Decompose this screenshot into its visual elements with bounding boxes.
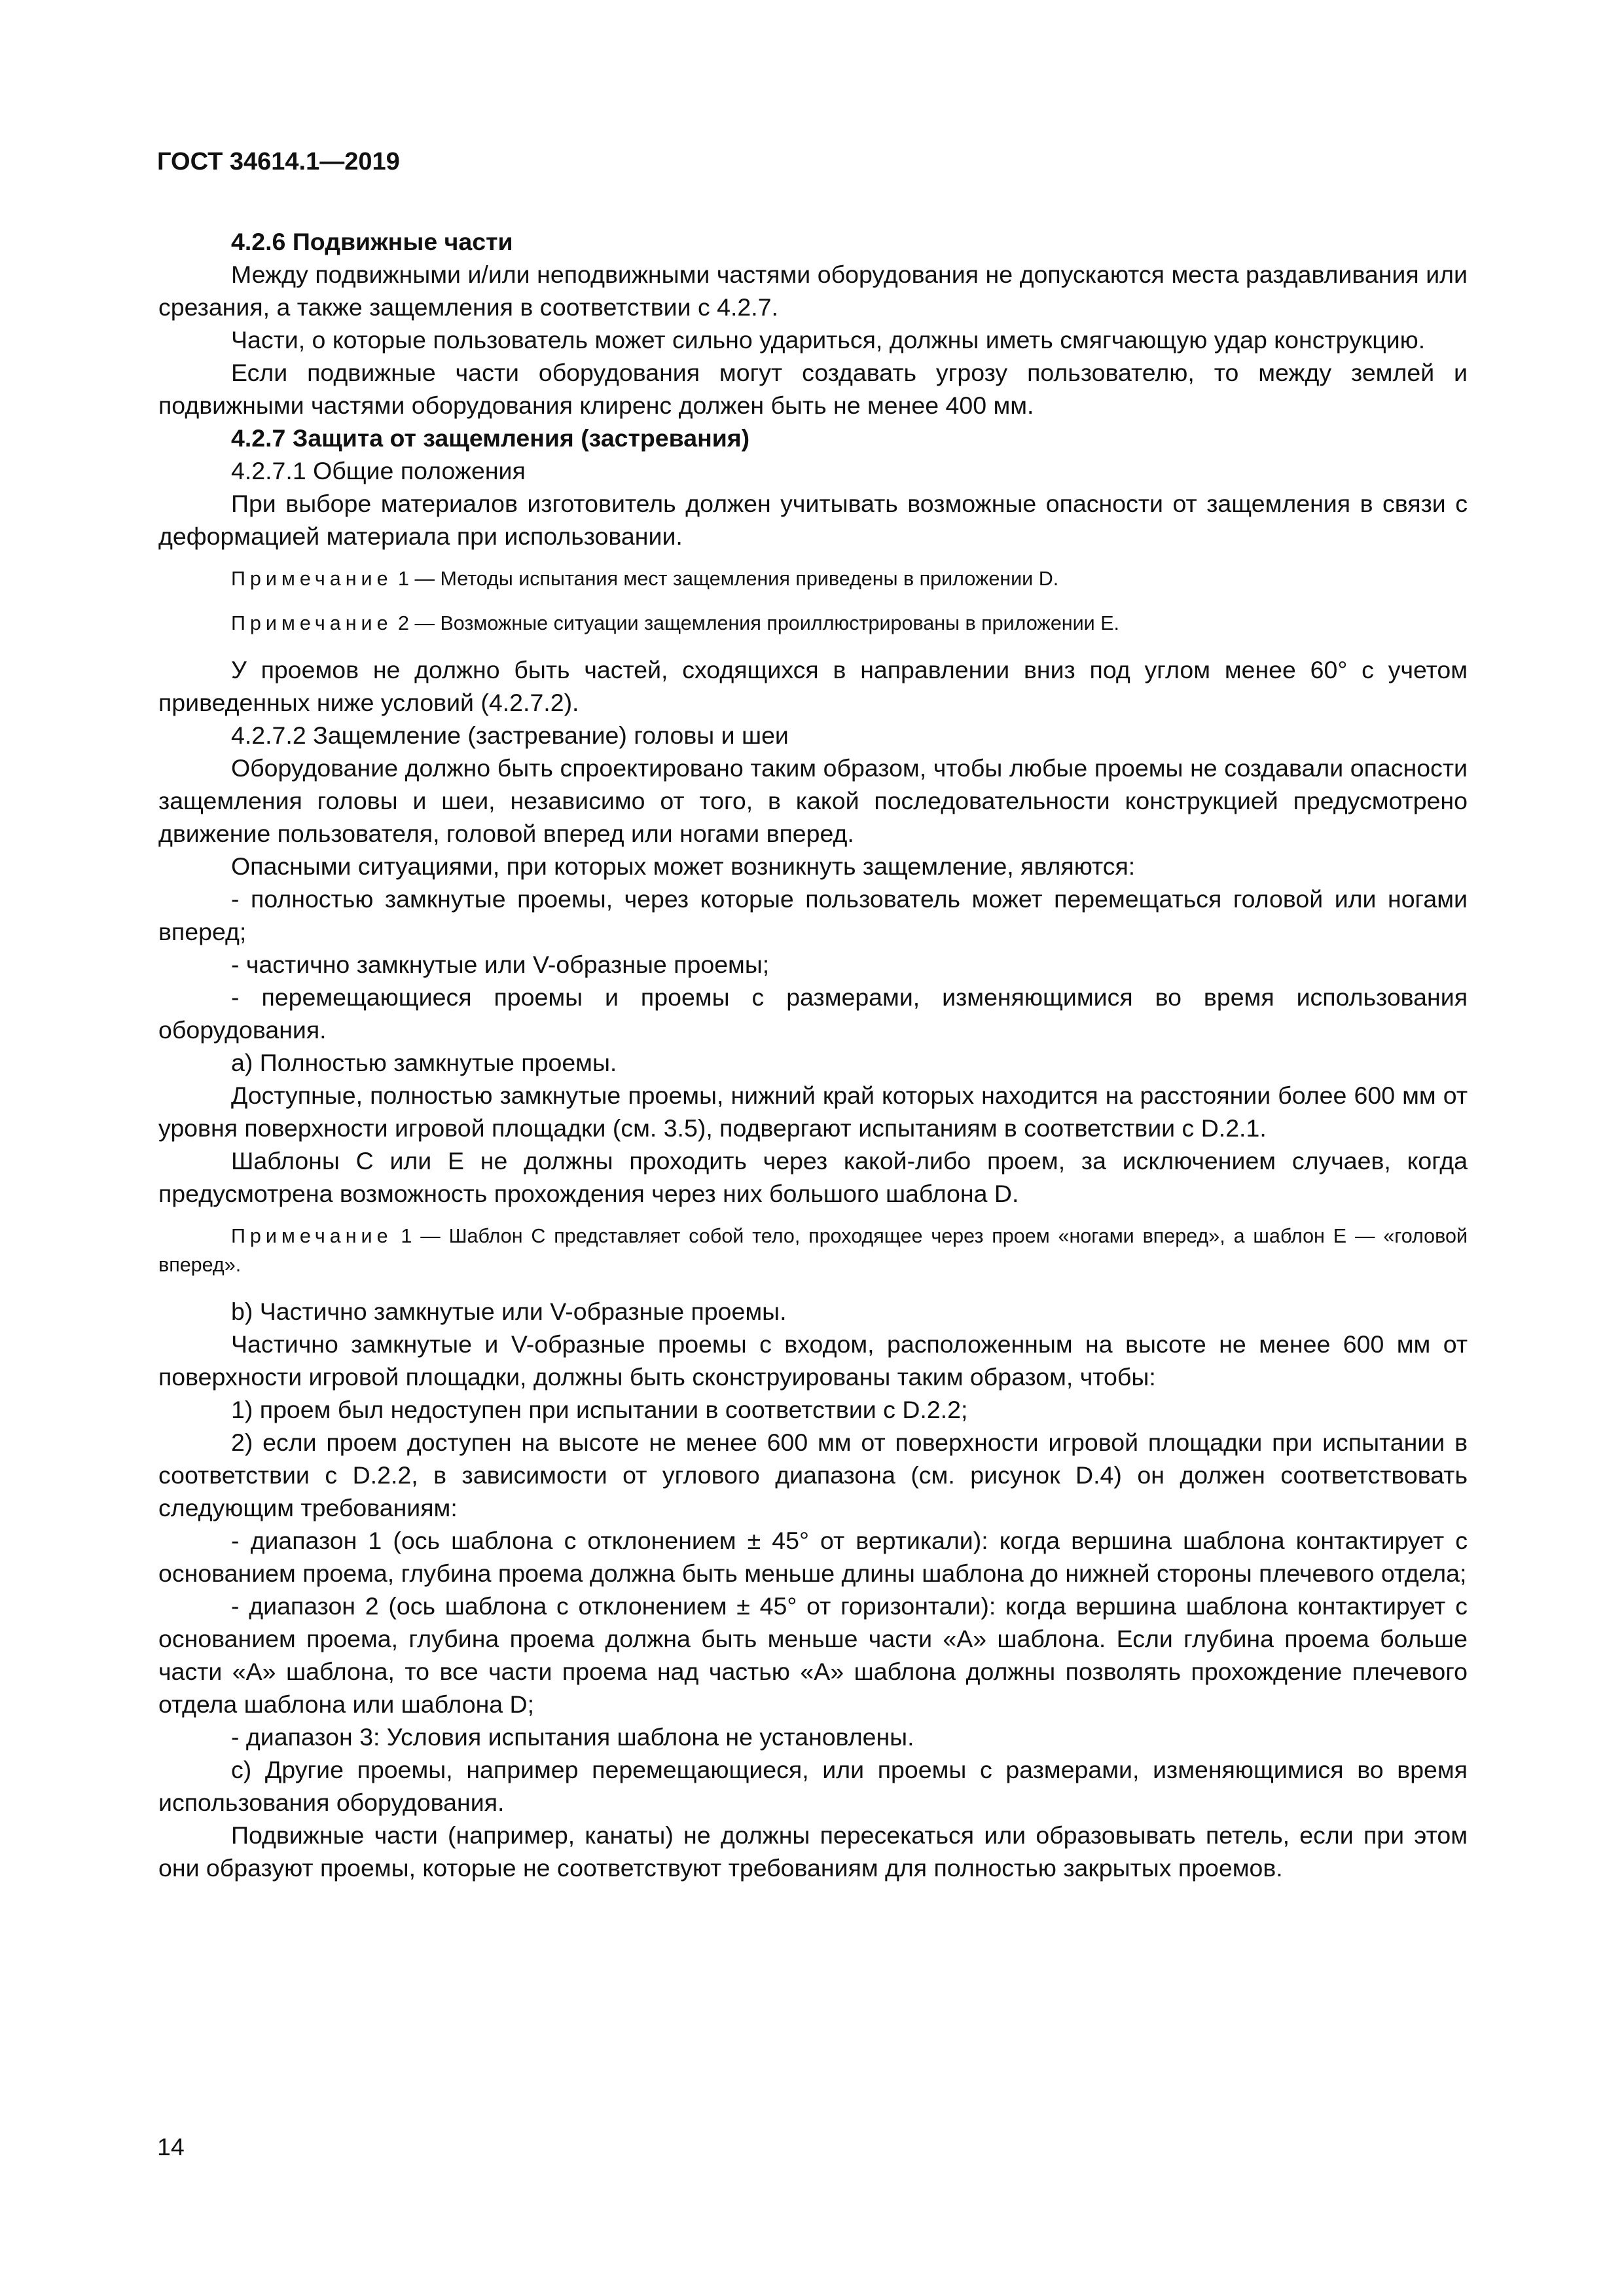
- note-label: Примечание: [231, 1225, 393, 1247]
- paragraph: Между подвижными и/или неподвижными частями оборудования не допускаются места раздавливания или срезания, а также защемления в соответствии с 4.2.7.: [158, 261, 1468, 321]
- page-number: 14: [157, 2133, 185, 2160]
- document-body: [158, 225, 1468, 1884]
- section-heading: 4.2.6 Подвижные части: [231, 228, 513, 255]
- list-item: - частично замкнутые или V-образные проемы;: [231, 951, 770, 978]
- enumerated-item: c) Другие проемы, например перемещающиеся, или проемы с размерами, изменяющимися во время использования оборудования.: [158, 1756, 1468, 1816]
- paragraph: Частично замкнутые и V-образные проемы с входом, расположенным на высоте не менее 600 мм от поверхности игровой площадки, должны быть сконструированы таким образом, чтобы:: [158, 1330, 1468, 1391]
- paragraph: При выборе материалов изготовитель должен учитывать возможные опасности от защемления в связи с деформацией материала при использовании.: [158, 490, 1468, 550]
- paragraph: Оборудование должно быть спроектировано таким образом, чтобы любые проемы не создавали опасности защемления головы и шеи, независимо от того, в какой последовательности конструкцией предусмотрено движение пользователя, головой вперед или ногами вперед.: [158, 754, 1468, 847]
- note-text: 1 — Методы испытания мест защемления приведены в приложении D.: [398, 568, 1059, 590]
- list-item: - диапазон 3: Условия испытания шаблона не установлены.: [231, 1723, 914, 1751]
- paragraph: Шаблоны С или Е не должны проходить через какой-либо проем, за исключением случаев, когда предусмотрена возможность прохождения через них большого шаблона D.: [158, 1147, 1468, 1207]
- note: [158, 564, 1468, 593]
- list-item: - перемещающиеся проемы и проемы с размерами, изменяющимися во время использования оборудования.: [158, 983, 1468, 1044]
- paragraph: У проемов не должно быть частей, сходящихся в направлении вниз под углом менее 60° с учетом приведенных ниже условий (4.2.7.2).: [158, 656, 1468, 716]
- note-text: 2 — Возможные ситуации защемления проиллюстрированы в приложении E.: [398, 612, 1120, 634]
- list-item: - диапазон 1 (ось шаблона с отклонением ± 45° от вертикали): когда вершина шаблона контактирует с основанием проема, глубина проема должна быть меньше длины шаблона до нижней стороны плечевого отдела;: [158, 1527, 1468, 1587]
- paragraph: Подвижные части (например, канаты) не должны пересекаться или образовывать петель, если при этом они образуют проемы, которые не соответствуют требованиям для полностью закрытых проемов.: [158, 1821, 1468, 1882]
- list-item: - полностью замкнутые проемы, через которые пользователь может перемещаться головой или ногами вперед;: [158, 885, 1468, 945]
- subsection-title: 4.2.7.2 Защемление (застревание) головы и шеи: [231, 721, 789, 749]
- note: [158, 609, 1468, 638]
- note-label: Примечание: [231, 568, 393, 590]
- paragraph: Опасными ситуациями, при которых может возникнуть защемление, являются:: [231, 852, 1136, 880]
- paragraph: Если подвижные части оборудования могут создавать угрозу пользователю, то между землей и подвижными частями оборудования клиренс должен быть не менее 400 мм.: [158, 359, 1468, 419]
- paragraph: Части, о которые пользователь может сильно удариться, должны иметь смягчающую удар конструкцию.: [231, 326, 1426, 354]
- enumerated-item: 1) проем был недоступен при испытании в соответствии с D.2.2;: [231, 1396, 968, 1423]
- enumerated-item: a) Полностью замкнутые проемы.: [231, 1049, 617, 1076]
- note: [158, 1222, 1468, 1279]
- list-item: - диапазон 2 (ось шаблона с отклонением ± 45° от горизонтали): когда вершина шаблона контактирует с основанием проема, глубина проема должна быть меньше части «А» шаблона. Если глубина проема больше части «А» шаблона, то все части проема над частью «А» шаблона должны позволять прохождение плечевого отдела шаблона или шаблона D;: [158, 1592, 1468, 1718]
- enumerated-item: 2) если проем доступен на высоте не менее 600 мм от поверхности игровой площадки при испытании в соответствии с D.2.2, в зависимости от углового диапазона (см. рисунок D.4) он должен соответствовать следующим требованиям:: [158, 1429, 1468, 1522]
- enumerated-item: b) Частично замкнутые или V-образные проемы.: [231, 1298, 787, 1325]
- note-label: Примечание: [231, 612, 393, 634]
- paragraph: Доступные, полностью замкнутые проемы, нижний край которых находится на расстоянии более 600 мм от уровня поверхности игровой площадки (см. 3.5), подвергают испытаниям в соответствии с D.2.1.: [158, 1082, 1468, 1142]
- section-heading: 4.2.7 Защита от защемления (застревания): [231, 424, 750, 452]
- note-text: 1 — Шаблон С представляет собой тело, проходящее через проем «ногами вперед», а шаблон Е — «головой вперед».: [158, 1225, 1468, 1276]
- subsection-title: 4.2.7.1 Общие положения: [231, 457, 526, 484]
- standard-code-header: ГОСТ 34614.1—2019: [157, 148, 400, 175]
